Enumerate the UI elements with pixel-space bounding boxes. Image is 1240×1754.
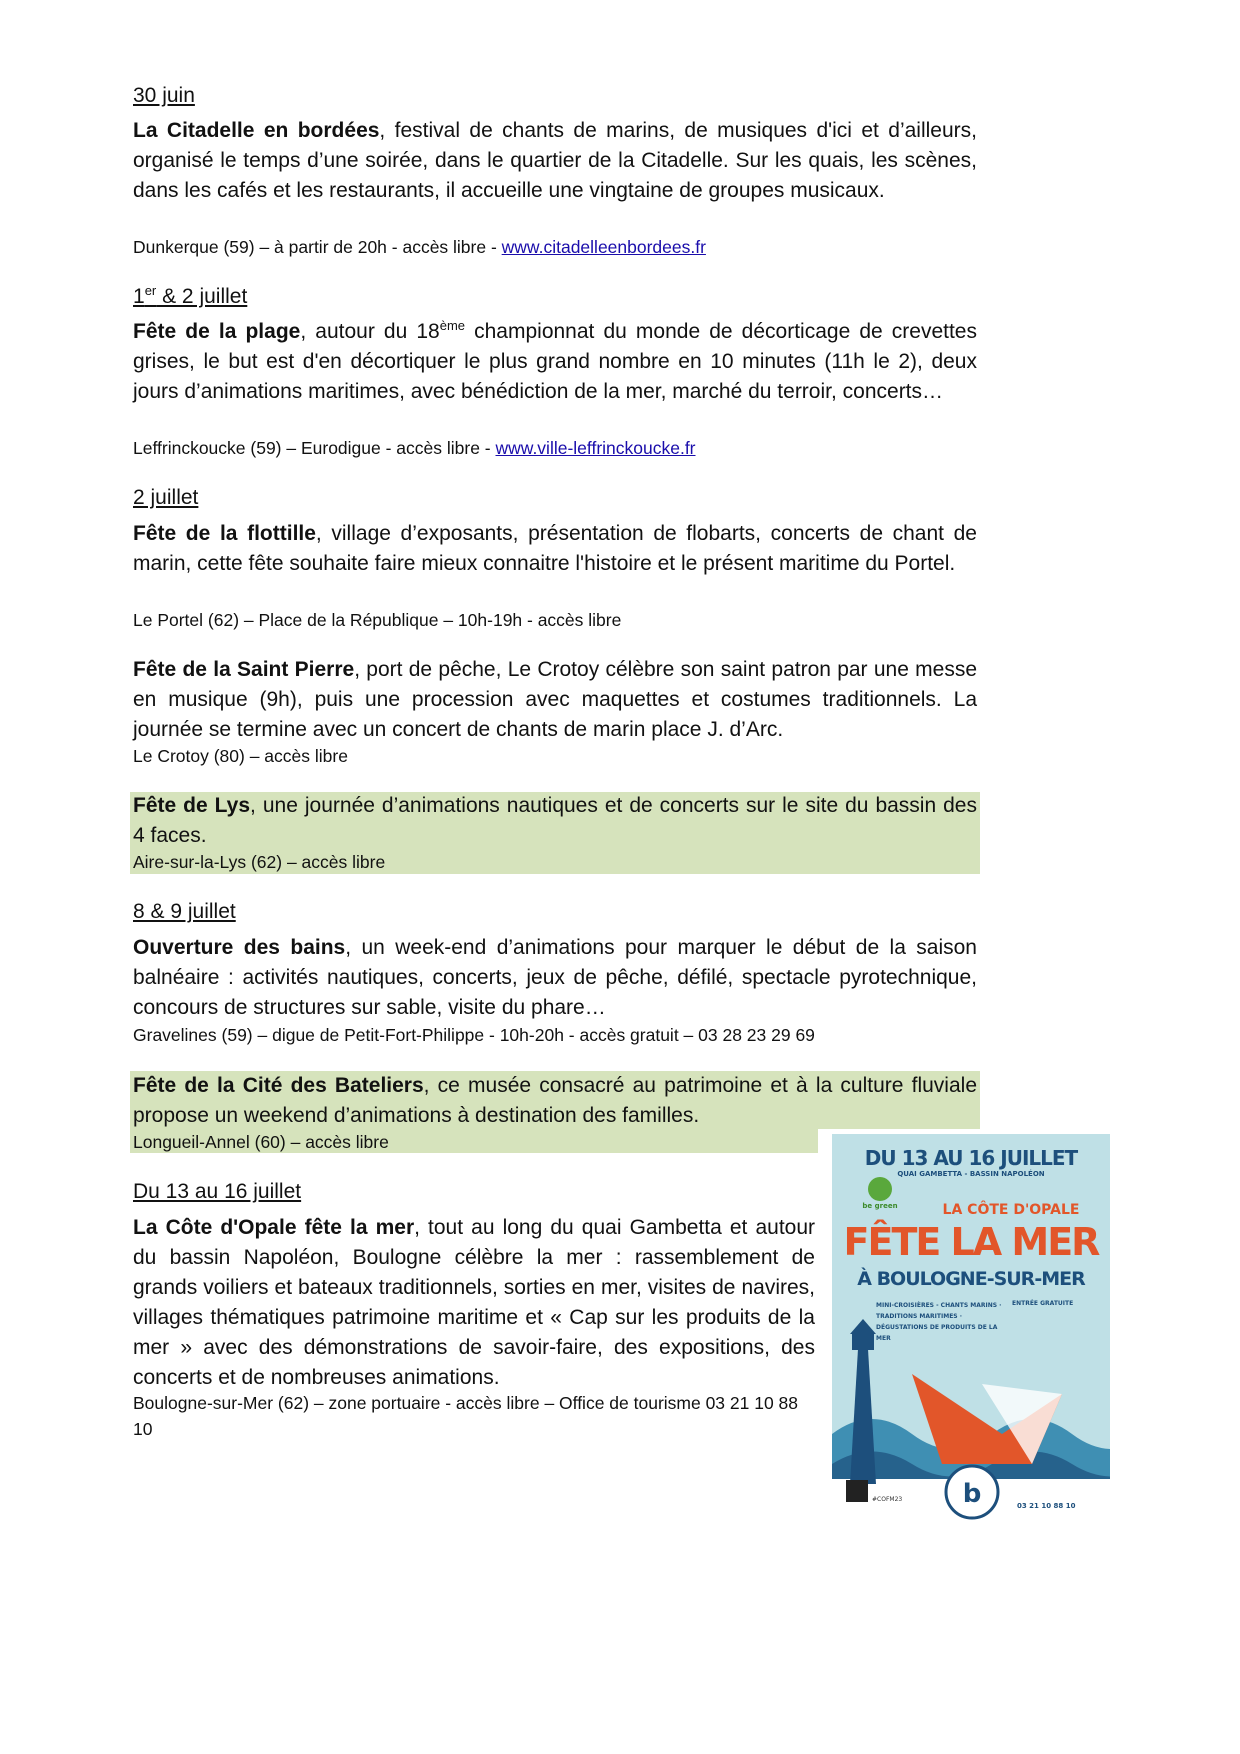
date-sup: er (144, 283, 157, 298)
event-meta: Le Crotoy (80) – accès libre (133, 746, 348, 766)
event-date: 8 & 9 juillet (133, 900, 236, 923)
date-part: & 2 juillet (156, 285, 248, 308)
event-meta (133, 234, 977, 260)
event-meta: Longueil-Annel (60) – accès libre (133, 1132, 389, 1152)
event-poster (832, 1134, 1110, 1546)
event-text: , tout au long du quai Gambetta et autour du bassin Napoléon, Boulogne célèbre la mer : rassemblement de grands voiliers et bateaux traditionnels, sorties en mer, visites de navires, villages thématiques patrimoine maritime et « Cap sur les produits de la mer » avec des démonstrations de savoir-faire, des expositions, des concerts et de nombreuses animations. (133, 1216, 815, 1389)
poster-entry: ENTRÉE GRATUITE (1012, 1300, 1074, 1307)
event-text: , ce musée consacré au patrimoine et à la culture fluviale propose un weekend d’animations à destination des familles. (133, 1074, 977, 1127)
qr-code (846, 1480, 868, 1502)
event-description (133, 933, 977, 1023)
poster-badge: be green (862, 1202, 898, 1210)
text-sup: ème (439, 318, 466, 333)
event-title: La Côte d'Opale fête la mer (133, 1216, 415, 1239)
event-text: , une journée d’animations nautiques et de concerts sur le site du bassin des 4 faces. (133, 794, 977, 847)
poster-hashtag: #COFM23 (872, 1496, 903, 1503)
event-location: Dunkerque (59) – à partir de 20h - accès libre - (133, 237, 502, 257)
event-date: 2 juillet (133, 486, 199, 509)
event-date: 30 juin (133, 84, 195, 107)
event-link[interactable]: www.ville-leffrinckoucke.fr (495, 438, 696, 458)
event-meta: Le Portel (62) – Place de la République – 10h-19h - accès libre (133, 610, 622, 630)
event-title: La Citadelle en bordées (133, 119, 380, 142)
event-title: Fête de la plage (133, 320, 301, 343)
poster-line1: LA CÔTE D'OPALE (942, 1202, 1080, 1218)
lighthouse-icon (850, 1349, 876, 1484)
event-description (133, 1071, 977, 1131)
event-location: Leffrinckoucke (59) – Eurodigue - accès libre - (133, 438, 496, 458)
event-description (133, 1213, 815, 1393)
event-title: Fête de la Cité des Bateliers (133, 1074, 424, 1097)
event-meta (133, 435, 977, 461)
event-text: , autour du 18 (300, 320, 440, 343)
poster-phone: 03 21 10 88 10 (1017, 1502, 1076, 1510)
event-title: Fête de la flottille (133, 522, 316, 545)
event-meta: Aire-sur-la-Lys (62) – accès libre (133, 852, 386, 872)
event-date (133, 282, 977, 312)
event-description (133, 519, 977, 579)
event-meta: Boulogne-sur-Mer (62) – zone portuaire - accès libre – Office de tourisme 03 21 10 88 10 (133, 1393, 799, 1439)
event-text: , festival de chants de marins, de musiques d'ici et d’ailleurs, organisé le temps d’une soirée, dans le quartier de la Citadelle. Sur les quais, les scènes, dans les cafés et les restaurants, il accueille une vingtaine de groupes musicaux. (133, 119, 977, 202)
be-green-logo (868, 1177, 892, 1201)
event-description (133, 116, 977, 206)
date-part: 1 (133, 285, 145, 308)
poster-features: MINI-CROISIÈRES - CHANTS MARINS · TRADITIONS MARITIMES · DÉGUSTATIONS DE PRODUITS DE LA MER (876, 1302, 1002, 1342)
event-text: , port de pêche, Le Crotoy célèbre son saint patron par une messe en musique (9h), puis une procession avec maquettes et costumes traditionnels. La journée se termine avec un concert de chants de marin place J. d’Arc. (133, 658, 977, 741)
poster-line2: FÊTE LA MER (843, 1220, 1099, 1264)
svg-text:b: b (962, 1479, 982, 1509)
event-description (133, 317, 977, 407)
event-meta: Gravelines (59) – digue de Petit-Fort-Philippe - 10h-20h - accès gratuit – 03 28 23 29 69 (133, 1025, 815, 1045)
event-title: Fête de Lys (133, 794, 251, 817)
event-text: , village d’exposants, présentation de flobarts, concerts de chant de marin, cette fête souhaite faire mieux connaitre l'histoire et le présent maritime du Portel. (133, 522, 977, 575)
event-description (133, 791, 977, 851)
event-date: Du 13 au 16 juillet (133, 1180, 302, 1203)
event-text: , un week-end d’animations pour marquer le début de la saison balnéaire : activités nautiques, concerts, jeux de pêche, défilé, spectacle pyrotechnique, concours de structures sur sable, visite du phare… (133, 936, 977, 1019)
poster-line3: À BOULOGNE-SUR-MER (857, 1268, 1085, 1290)
poster-venue: QUAI GAMBETTA - BASSIN NAPOLÉON (897, 1170, 1045, 1178)
event-link[interactable]: www.citadelleenbordees.fr (501, 237, 706, 257)
event-text: championnat du monde de décorticage de crevettes grises, le but est d'en décortiquer le plus grand nombre en 10 minutes (11h le 2), deux jours d’animations maritimes, avec bénédiction de la mer, marché du terroir, concerts… (133, 320, 977, 403)
poster-dates: DU 13 AU 16 JUILLET (864, 1146, 1078, 1170)
event-title: Ouverture des bains (133, 936, 346, 959)
event-description (133, 655, 977, 745)
event-title: Fête de la Saint Pierre (133, 658, 355, 681)
